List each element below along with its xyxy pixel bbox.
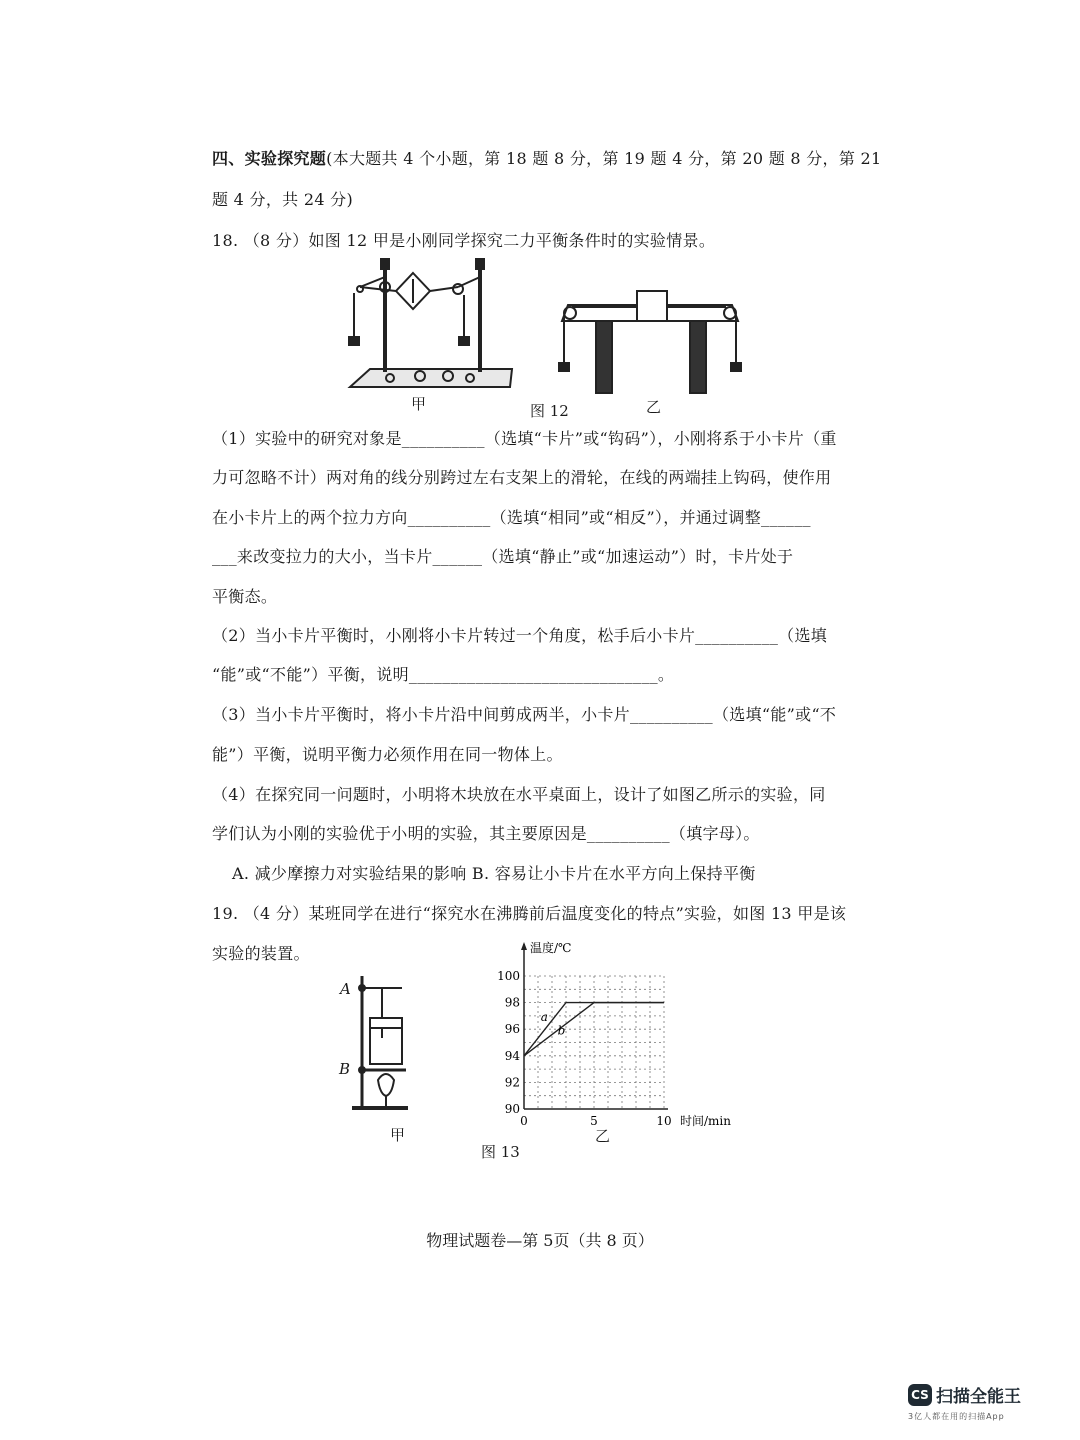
q18-p1-line3: 在小卡片上的两个拉力方向__________（选填“相同”或“相反”），并通过调整______: [212, 508, 811, 527]
scanner-tagline: 3亿人都在用的扫描App: [908, 1412, 1005, 1421]
chart-x-label: 时间/min: [680, 1114, 731, 1128]
chart-grid: [524, 976, 664, 1109]
chart-y-arrow: [521, 942, 527, 950]
y-tick-label: 98: [504, 995, 520, 1010]
curve-a-label: a: [540, 1010, 548, 1025]
q18-p1-line2: 力可忽略不计）两对角的线分别跨过左右支架上的滑轮，在线的两端挂上钩码，使作用: [212, 468, 832, 487]
apparatus-label-a: A: [340, 980, 351, 998]
chart-y-label: 温度/℃: [530, 941, 572, 955]
q18-intro: 18. （8 分）如图 12 甲是小刚同学探究二力平衡条件时的实验情景。: [212, 231, 716, 250]
scanner-watermark: [908, 1382, 1021, 1422]
x-tick-label: 5: [590, 1114, 598, 1128]
scanner-name: 扫描全能王: [936, 1387, 1021, 1407]
page-footer: 物理试题卷—第 5页（共 8 页）: [426, 1231, 654, 1250]
fig12-caption: 图 12: [530, 402, 569, 420]
y-tick-label: 92: [504, 1075, 520, 1090]
q19-line1: 19. （4 分）某班同学在进行“探究水在沸腾前后温度变化的特点”实验，如图 13 甲是该: [212, 904, 847, 923]
apparatus-label-b: B: [339, 1060, 351, 1078]
q18-options: A. 减少摩擦力对实验结果的影响 B. 容易让小卡片在水平方向上保持平衡: [232, 864, 756, 883]
section-title: 四、实验探究题: [212, 149, 327, 168]
section-note-cont: 题 4 分，共 24 分): [212, 190, 354, 209]
x-tick-label: 0: [520, 1114, 528, 1128]
curve-b-label: b: [557, 1023, 566, 1038]
y-tick-label: 90: [504, 1102, 520, 1116]
q18-p2-line1: （2）当小卡片平衡时，小刚将小卡片转过一个角度，松手后小卡片__________（选填: [212, 626, 828, 645]
q18-p1-line1: （1）实验中的研究对象是__________（选填“卡片”或“钩码”），小刚将系于小卡片（重: [212, 429, 837, 448]
q18-p3-line2: 能”）平衡，说明平衡力必须作用在同一物体上。: [212, 745, 563, 764]
y-tick-label: 100: [497, 969, 520, 983]
y-tick-label: 96: [504, 1022, 520, 1037]
q18-p4-line2: 学们认为小刚的实验优于小明的实验，其主要原因是__________（填字母）。: [212, 824, 760, 843]
q19-line2: 实验的装置。: [212, 944, 310, 963]
fig12-label-jia: 甲: [411, 395, 427, 413]
x-tick-label: 10: [656, 1114, 672, 1128]
temperature-chart: [490, 936, 750, 1136]
q18-p2-line2: “能”或“不能”）平衡，说明______________________________。: [212, 665, 675, 684]
q18-p1-line4: ___来改变拉力的大小，当卡片______（选填“静止”或“加速运动”）时，卡片处于: [212, 547, 794, 566]
fig13-caption: 图 13: [481, 1143, 520, 1161]
fig12-label-yi: 乙: [646, 398, 662, 416]
fig13-label-yi: 乙: [595, 1127, 611, 1145]
q18-p1-line5: 平衡态。: [212, 587, 278, 606]
section-note: (本大题共 4 个小题，第 18 题 8 分，第 19 题 4 分，第 20 题 8 分，第 21: [326, 149, 882, 168]
section-heading: [212, 146, 882, 169]
fig13-label-jia: 甲: [390, 1126, 406, 1144]
figure-12: [340, 255, 760, 420]
scanner-logo: CS: [908, 1384, 932, 1406]
y-tick-label: 94: [504, 1048, 520, 1063]
q18-p4-line1: （4）在探究同一问题时，小明将木块放在水平桌面上，设计了如图乙所示的实验，同: [212, 785, 826, 804]
q18-p3-line1: （3）当小卡片平衡时，将小卡片沿中间剪成两半，小卡片__________（选填“能”或“不: [212, 705, 837, 724]
